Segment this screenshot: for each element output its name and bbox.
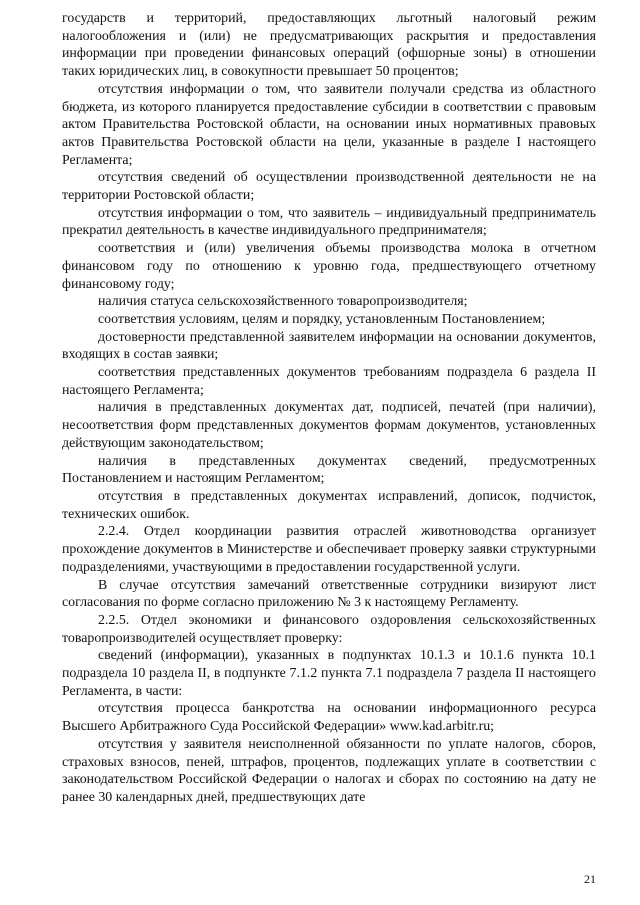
section-paragraph-2-2-5: 2.2.5. Отдел экономики и финансового оздоровления сельскохозяйственных товаропроизводителей осуществляет проверку:	[62, 612, 596, 646]
paragraph: наличия в представленных документах сведений, предусмотренных Постановлением и настоящим Регламентом;	[62, 453, 596, 487]
paragraph: соответствия представленных документов требованиям подраздела 6 раздела II настоящего Регламента;	[62, 365, 596, 398]
paragraph: отсутствия процесса банкротства на основании информационного ресурса Высшего Арбитражного Суда Российской Федерации» www.kad.arbitr.ru;	[62, 701, 596, 735]
paragraph: соответствия и (или) увеличения объемы производства молока в отчетном финансовом году по отношению к уровню года, предшествующего отчетному финансовому году;	[62, 241, 596, 292]
paragraph: наличия в представленных документах дат, подписей, печатей (при наличии), несоответствия форм представленных документов формам документов, установленных действующим законодательством;	[62, 400, 596, 451]
paragraph: наличия статуса сельскохозяйственного товаропроизводителя;	[98, 294, 468, 310]
section-paragraph-2-2-4: 2.2.4. Отдел координации развития отраслей животноводства организует прохождение документов в Министерстве и обеспечивает проверку заявки структурными подразделениями, участвующими в предоставлении государственной услуги.	[62, 524, 596, 575]
paragraph: государств и территорий, предоставляющих льготный налоговый режим налогообложения и (или) не предусматривающих раскрытия и предоставления информации при проведении финансовых операций (офшорные зоны) в отношении таких юридических лиц, в совокупности превышает 50 процентов;	[62, 11, 596, 80]
paragraph: сведений (информации), указанных в подпунктах 10.1.3 и 10.1.6 пункта 10.1 подраздела 10 раздела II, в подпункте 7.1.2 пункта 7.1 подраздела 7 раздела II настоящего Регламента, в части:	[62, 648, 596, 699]
paragraph: соответствия условиям, целям и порядку, установленным Постановлением;	[98, 311, 546, 327]
paragraph: отсутствия у заявителя неисполненной обязанности по уплате налогов, сборов, страховых взносов, пеней, штрафов, процентов, подлежащих уплате в соответствии с законодательством Российской Федерации о налогах и сборах по состоянию на дату не ранее 30 календарных дней, предшествующих дате	[62, 736, 596, 805]
paragraph: достоверности представленной заявителем информации на основании документов, входящих в состав заявки;	[62, 329, 596, 363]
paragraph: отсутствия в представленных документах исправлений, дописок, подчисток, технических ошибок.	[62, 488, 596, 522]
paragraph: В случае отсутствия замечаний ответственные сотрудники визируют лист согласования по форме согласно приложению № 3 к настоящему Регламенту.	[62, 577, 596, 611]
paragraph: отсутствия информации о том, что заявители получали средства из областного бюджета, из которого планируется предоставление субсидии в соответствии с правовым актом Правительства Ростовской области, на основании иных нормативных правовых актов Правительства Ростовской области на цели, указанные в разделе I настоящего Регламента;	[62, 81, 596, 168]
paragraph: отсутствия сведений об осуществлении производственной деятельности не на территории Ростовской области;	[62, 170, 596, 204]
paragraph: отсутствия информации о том, что заявитель – индивидуальный предприниматель прекратил деятельность в качестве индивидуального предпринимателя;	[62, 205, 596, 239]
document-page	[62, 10, 596, 807]
page-number: 21	[584, 872, 596, 886]
